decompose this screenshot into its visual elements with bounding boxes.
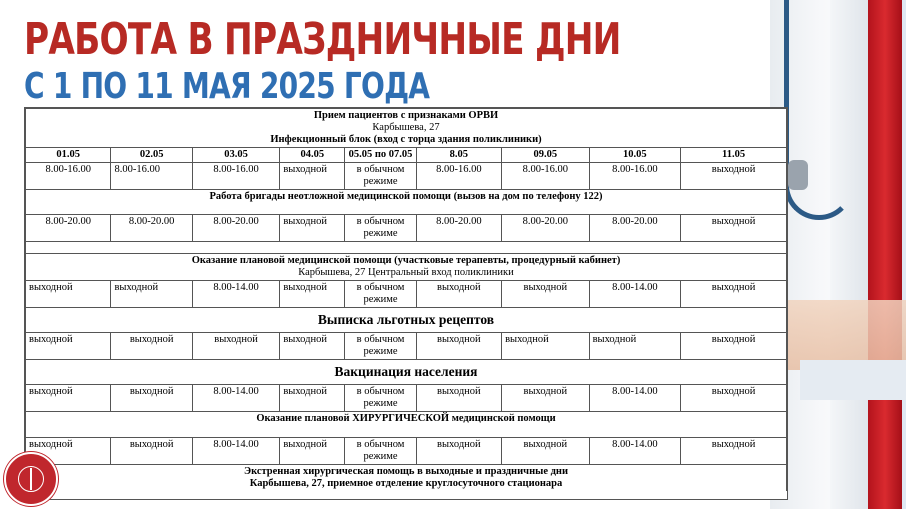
footer-row (26, 465, 787, 492)
hours-cell: выходной (26, 385, 111, 412)
vaccination-header (26, 360, 787, 385)
prescriptions-hours-row (26, 333, 787, 360)
surgery-header (26, 412, 787, 438)
hours-cell: 8.00-20.00 (416, 215, 501, 242)
dates-row (26, 148, 787, 163)
vaccination-title: Вакцинация населения (26, 360, 787, 385)
hours-cell: выходной (502, 438, 589, 465)
hours-cell: в обычном режиме (345, 215, 416, 242)
planned-title-cell (26, 254, 787, 281)
hours-cell: выходной (26, 281, 111, 308)
clinic-seal-logo (4, 452, 58, 506)
hours-cell: выходной (280, 438, 345, 465)
hours-cell: выходной (681, 438, 787, 465)
hours-cell: выходной (26, 333, 111, 360)
hours-cell: в обычном режиме (345, 438, 416, 465)
hours-cell: 8.00-16.00 (502, 163, 589, 190)
vaccination-hours-row (26, 385, 787, 412)
hours-cell: 8.00-20.00 (589, 215, 681, 242)
surgery-hours-row (26, 438, 787, 465)
hours-cell: выходной (681, 333, 787, 360)
date-cell: 05.05 по 07.05 (345, 148, 416, 163)
date-cell: 02.05 (111, 148, 192, 163)
hours-cell: в обычном режиме (345, 281, 416, 308)
hours-cell: выходной (280, 215, 345, 242)
hours-cell: выходной (681, 281, 787, 308)
hours-cell: выходной (26, 438, 111, 465)
schedule-table (25, 108, 787, 491)
date-cell: 11.05 (681, 148, 787, 163)
surgery-title: Оказание плановой ХИРУРГИЧЕСКОЙ медицинской помощи (26, 412, 787, 438)
date-cell: 01.05 (26, 148, 111, 163)
orvi-title-cell (26, 109, 787, 148)
date-cell: 09.05 (502, 148, 589, 163)
hours-cell: выходной (589, 333, 681, 360)
emergency-title: Работа бригады неотложной медицинской помощи (вызов на дом по телефону 122) (26, 190, 787, 215)
hours-cell: выходной (416, 438, 501, 465)
orvi-address: Карбышева, 27 (372, 122, 440, 133)
hours-cell: выходной (502, 333, 589, 360)
hours-cell: выходной (280, 385, 345, 412)
emergency-header (26, 190, 787, 215)
orvi-header (26, 109, 787, 148)
hours-cell: выходной (502, 281, 589, 308)
hours-cell: выходной (280, 333, 345, 360)
planned-hours-row (26, 281, 787, 308)
hours-cell: в обычном режиме (345, 385, 416, 412)
footer-cell (26, 465, 787, 492)
hours-cell: 8.00-14.00 (589, 281, 681, 308)
hours-cell: выходной (681, 385, 787, 412)
hours-cell: 8.00-20.00 (192, 215, 279, 242)
hours-cell: выходной (416, 385, 501, 412)
footer-line2: Карбышева, 27, приемное отделение круглосуточного стационара (249, 478, 563, 489)
hours-cell: 8.00-14.00 (192, 281, 279, 308)
hours-cell: выходной (416, 333, 501, 360)
hours-cell: 8.00-16.00 (416, 163, 501, 190)
hours-cell: 8.00-16.00 (26, 163, 111, 190)
hours-cell: 8.00-14.00 (589, 385, 681, 412)
date-cell: 10.05 (589, 148, 681, 163)
date-cell: 03.05 (192, 148, 279, 163)
orvi-title: Прием пациентов с признаками ОРВИ (313, 110, 499, 121)
hours-cell: выходной (111, 333, 192, 360)
planned-address: Карбышева, 27 Центральный вход поликлиники (298, 267, 514, 278)
hours-cell: 8.00-20.00 (502, 215, 589, 242)
hours-cell: выходной (502, 385, 589, 412)
emergency-hours-row (26, 215, 787, 242)
hours-cell: выходной (280, 163, 345, 190)
date-cell: 04.05 (280, 148, 345, 163)
hours-cell: выходной (280, 281, 345, 308)
hours-cell: 8.00-20.00 (26, 215, 111, 242)
planned-title: Оказание плановой медицинской помощи (участковые терапевты, процедурный кабинет) (191, 255, 621, 266)
hours-cell: выходной (681, 163, 787, 190)
hours-cell: 8.00-16.00 (589, 163, 681, 190)
hours-cell: 8.00-16.00 (111, 163, 192, 190)
prescriptions-title: Выписка льготных рецептов (26, 308, 787, 333)
hours-cell: 8.00-20.00 (111, 215, 192, 242)
hours-cell: выходной (416, 281, 501, 308)
hours-cell: 8.00-14.00 (192, 438, 279, 465)
hours-cell: 8.00-14.00 (192, 385, 279, 412)
planned-header (26, 254, 787, 281)
orvi-hours-row (26, 163, 787, 190)
page-subtitle: С 1 ПО 11 МАЯ 2025 ГОДА (24, 66, 430, 107)
page-title: РАБОТА В ПРАЗДНИЧНЫЕ ДНИ (24, 14, 621, 65)
hours-cell: 8.00-16.00 (192, 163, 279, 190)
caduceus-icon (30, 468, 32, 490)
hours-cell: выходной (192, 333, 279, 360)
hours-cell: в обычном режиме (345, 333, 416, 360)
orvi-entrance: Инфекционный блок (вход с торца здания поликлиники) (270, 134, 542, 145)
prescriptions-header (26, 308, 787, 333)
hours-cell: выходной (111, 281, 192, 308)
hours-cell: выходной (111, 438, 192, 465)
hours-cell: выходной (111, 385, 192, 412)
hours-cell: выходной (681, 215, 787, 242)
spacer-row (26, 242, 787, 254)
hours-cell: 8.00-14.00 (589, 438, 681, 465)
hours-cell: в обычном режиме (345, 163, 416, 190)
spacer-cell (26, 242, 787, 254)
date-cell: 8.05 (416, 148, 501, 163)
footer-line1: Экстренная хирургическая помощь в выходные и праздничные дни (243, 466, 569, 477)
schedule-sheet (24, 107, 788, 500)
